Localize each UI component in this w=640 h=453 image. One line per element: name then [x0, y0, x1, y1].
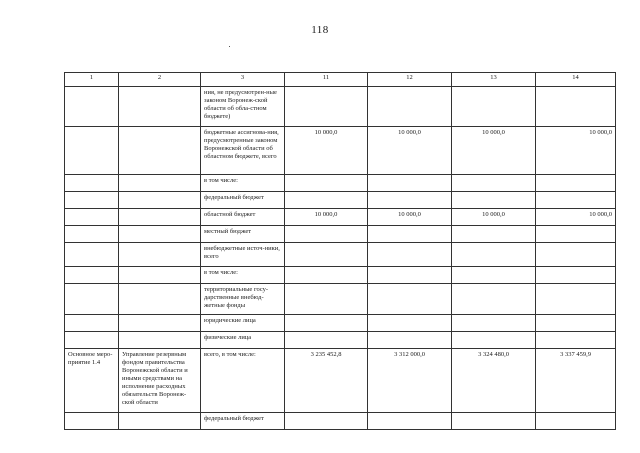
cell-value [536, 315, 616, 332]
cell-source: областной бюджет [201, 209, 285, 226]
page-number: 118 [311, 24, 329, 36]
cell-executor [119, 192, 201, 209]
header-cell: 12 [368, 73, 452, 87]
cell-value: 10 000,0 [536, 209, 616, 226]
cell-value [452, 226, 536, 243]
cell-source: внебюджетные источ-ники, всего [201, 243, 285, 267]
cell-value [536, 332, 616, 349]
cell-executor: Управление резервным фондом правительства Воронежской области и иными средствами на исполнение расходных обязательств Воронеж-ской области [119, 349, 201, 413]
cell-source: местный бюджет [201, 226, 285, 243]
cell-value [368, 332, 452, 349]
cell-executor [119, 243, 201, 267]
cell-value: 3 312 000,0 [368, 349, 452, 413]
cell-value [285, 284, 368, 315]
table-row [65, 226, 616, 243]
header-cell: 2 [119, 73, 201, 87]
header-cell: 11 [285, 73, 368, 87]
table-row [65, 243, 616, 267]
cell-source: физические лица [201, 332, 285, 349]
header-cell: 3 [201, 73, 285, 87]
cell-event [65, 127, 119, 175]
cell-value [368, 175, 452, 192]
cell-value [285, 332, 368, 349]
cell-value [452, 175, 536, 192]
cell-value [452, 315, 536, 332]
cell-executor [119, 175, 201, 192]
cell-value [368, 87, 452, 127]
cell-value [452, 284, 536, 315]
table-row [65, 127, 616, 175]
cell-value: 10 000,0 [285, 127, 368, 175]
cell-value [285, 175, 368, 192]
cell-value [368, 284, 452, 315]
cell-executor [119, 127, 201, 175]
cell-value [536, 175, 616, 192]
cell-value [285, 315, 368, 332]
cell-source: бюджетные ассигнова-ния, предусмотренные законом Воронежской области об областном бюджете, всего [201, 127, 285, 175]
cell-value [536, 267, 616, 284]
cell-value [285, 87, 368, 127]
cell-executor [119, 267, 201, 284]
cell-value [368, 226, 452, 243]
cell-value [368, 192, 452, 209]
cell-event [65, 267, 119, 284]
cell-executor [119, 284, 201, 315]
cell-value [536, 284, 616, 315]
cell-source: ния, не предусмотрен-ные законом Воронеж-ской области об обла-стном бюджете) [201, 87, 285, 127]
cell-event [65, 284, 119, 315]
cell-source: в том числе: [201, 175, 285, 192]
cell-source: федеральный бюджет [201, 192, 285, 209]
cell-source: территориальные госу-дарственные внебюд-жетные фонды [201, 284, 285, 315]
cell-value [452, 243, 536, 267]
cell-event [65, 315, 119, 332]
cell-event [65, 332, 119, 349]
cell-value: 10 000,0 [452, 127, 536, 175]
cell-value: 10 000,0 [536, 127, 616, 175]
cell-executor [119, 413, 201, 430]
cell-value [368, 315, 452, 332]
table-row [65, 175, 616, 192]
table-row [65, 332, 616, 349]
cell-value: 3 324 480,0 [452, 349, 536, 413]
financing-table [64, 72, 616, 430]
cell-value [452, 332, 536, 349]
cell-event [65, 175, 119, 192]
table-row [65, 349, 616, 413]
cell-source: в том числе: [201, 267, 285, 284]
cell-value [368, 267, 452, 284]
cell-value [452, 413, 536, 430]
cell-event [65, 243, 119, 267]
cell-event [65, 87, 119, 127]
cell-value [536, 243, 616, 267]
cell-value [368, 243, 452, 267]
cell-event [65, 226, 119, 243]
scan-speck [229, 46, 230, 47]
cell-value: 3 235 452,8 [285, 349, 368, 413]
cell-source: федеральный бюджет [201, 413, 285, 430]
cell-value: 3 337 459,9 [536, 349, 616, 413]
cell-event: Основное меро-приятие 1.4 [65, 349, 119, 413]
table-row [65, 284, 616, 315]
cell-source: всего, в том числе: [201, 349, 285, 413]
cell-value [536, 192, 616, 209]
header-cell: 14 [536, 73, 616, 87]
cell-value [452, 87, 536, 127]
cell-value [285, 267, 368, 284]
cell-value [285, 243, 368, 267]
cell-value: 10 000,0 [368, 127, 452, 175]
cell-value [285, 413, 368, 430]
cell-value: 10 000,0 [368, 209, 452, 226]
cell-executor [119, 332, 201, 349]
cell-value [452, 192, 536, 209]
header-row [65, 73, 616, 87]
table-row [65, 315, 616, 332]
header-cell: 13 [452, 73, 536, 87]
cell-value [536, 413, 616, 430]
cell-executor [119, 87, 201, 127]
cell-value: 10 000,0 [285, 209, 368, 226]
cell-event [65, 413, 119, 430]
cell-value [285, 226, 368, 243]
table-row [65, 87, 616, 127]
cell-value [536, 226, 616, 243]
table-row [65, 267, 616, 284]
cell-value [285, 192, 368, 209]
cell-source: юридические лица [201, 315, 285, 332]
cell-executor [119, 209, 201, 226]
cell-event [65, 192, 119, 209]
cell-executor [119, 315, 201, 332]
table-row [65, 209, 616, 226]
cell-value [536, 87, 616, 127]
cell-value: 10 000,0 [452, 209, 536, 226]
table-row [65, 413, 616, 430]
cell-value [452, 267, 536, 284]
table-row [65, 192, 616, 209]
header-cell: 1 [65, 73, 119, 87]
cell-value [368, 413, 452, 430]
cell-event [65, 209, 119, 226]
cell-executor [119, 226, 201, 243]
